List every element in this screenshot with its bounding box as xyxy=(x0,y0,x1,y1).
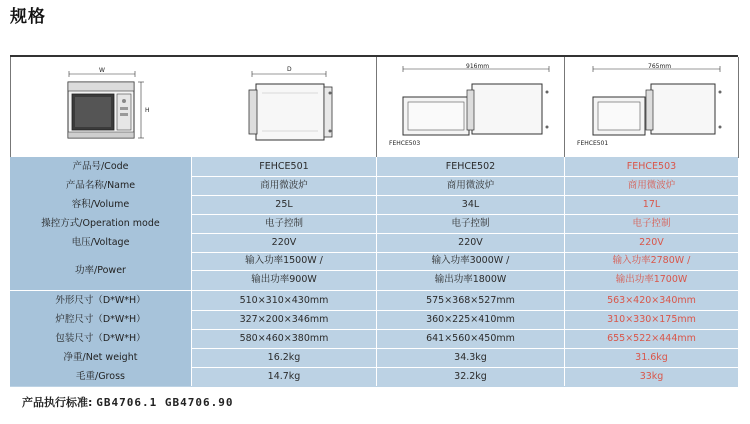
spec-table xyxy=(10,55,738,387)
table-row xyxy=(10,291,738,311)
table-cell: 563×420×340mm xyxy=(607,295,696,306)
table-cell: 32.2kg xyxy=(377,367,565,386)
table-cell: 电子控制 xyxy=(632,218,671,229)
table-cell xyxy=(565,252,738,290)
microwave-side-drawing xyxy=(192,57,376,157)
product-standard xyxy=(22,394,233,410)
table-cell: 电子控制 xyxy=(192,214,377,233)
row-label: 操控方式/Operation mode xyxy=(10,214,192,233)
table-cell: FEHCE501 xyxy=(192,157,377,176)
table-cell: 310×330×175mm xyxy=(607,314,696,325)
table-cell: 25L xyxy=(192,195,377,214)
table-cell: 655×522×444mm xyxy=(607,333,696,344)
table-row-power xyxy=(10,252,738,291)
depth-dimension-label: D xyxy=(287,66,292,73)
fehce503-image xyxy=(377,57,565,158)
height-dimension-label: H xyxy=(145,107,150,114)
fehce501-image xyxy=(565,57,739,158)
row-label: 功率/Power xyxy=(10,252,192,290)
table-cell: 34L xyxy=(377,195,565,214)
table-cell xyxy=(192,252,377,290)
table-row xyxy=(10,329,738,349)
row-label: 净重/Net weight xyxy=(10,348,192,367)
front-view-image xyxy=(10,57,193,158)
row-label: 包装尺寸（D*W*H） xyxy=(10,329,192,348)
table-row xyxy=(10,214,738,234)
row-label: 容积/Volume xyxy=(10,195,192,214)
table-row xyxy=(10,233,738,253)
output-power: 输出功率1700W xyxy=(615,274,688,285)
table-cell: FEHCE502 xyxy=(377,157,565,176)
table-cell: 220V xyxy=(192,233,377,252)
table-cell: 220V xyxy=(639,237,664,248)
table-cell: 16.2kg xyxy=(192,348,377,367)
table-row xyxy=(10,367,738,386)
table-cell: 31.6kg xyxy=(635,352,668,363)
table-cell: 510×310×430mm xyxy=(192,291,377,310)
model-caption: FEHCE501 xyxy=(577,140,609,147)
input-power: 输入功率2780W / xyxy=(565,252,738,271)
side-view-image xyxy=(192,57,377,158)
row-label: 炉腔尺寸（D*W*H） xyxy=(10,310,192,329)
spec-data-table xyxy=(10,157,738,387)
table-cell: 220V xyxy=(377,233,565,252)
product-images-row xyxy=(10,57,738,157)
table-row xyxy=(10,157,738,177)
width-dimension-label: 765mm xyxy=(648,63,672,70)
input-power: 输入功率3000W / xyxy=(377,252,564,271)
table-cell: 34.3kg xyxy=(377,348,565,367)
table-cell: FEHCE503 xyxy=(626,161,677,172)
table-cell: 360×225×410mm xyxy=(377,310,565,329)
row-label: 产品号/Code xyxy=(10,157,192,176)
table-cell: 14.7kg xyxy=(192,367,377,386)
width-dimension-label: 916mm xyxy=(466,63,490,70)
table-cell: 17L xyxy=(642,199,661,210)
table-cell: 商用微波炉 xyxy=(627,180,676,191)
table-row xyxy=(10,310,738,330)
standard-value: GB4706.1 GB4706.90 xyxy=(96,396,234,409)
row-label: 外形尺寸（D*W*H） xyxy=(10,291,192,310)
input-power: 输入功率1500W / xyxy=(192,252,376,271)
table-cell xyxy=(377,252,565,290)
row-label: 产品名称/Name xyxy=(10,176,192,195)
table-cell: 575×368×527mm xyxy=(377,291,565,310)
table-cell: 电子控制 xyxy=(377,214,565,233)
table-cell: 商用微波炉 xyxy=(377,176,565,195)
table-row xyxy=(10,348,738,368)
page-title: 规格 xyxy=(10,7,46,27)
table-cell: 33kg xyxy=(639,371,664,382)
table-cell: 580×460×380mm xyxy=(192,329,377,348)
output-power: 输出功率900W xyxy=(251,274,317,285)
width-dimension-label: W xyxy=(99,67,105,74)
table-cell: 641×560×450mm xyxy=(377,329,565,348)
table-row xyxy=(10,176,738,196)
row-label: 电压/Voltage xyxy=(10,233,192,252)
output-power: 输出功率1800W xyxy=(434,274,507,285)
table-cell: 327×200×346mm xyxy=(192,310,377,329)
row-label: 毛重/Gross xyxy=(10,367,192,386)
model-caption: FEHCE503 xyxy=(389,140,421,147)
table-cell: 商用微波炉 xyxy=(192,176,377,195)
table-row xyxy=(10,195,738,215)
standard-label: 产品执行标准: xyxy=(22,396,93,409)
